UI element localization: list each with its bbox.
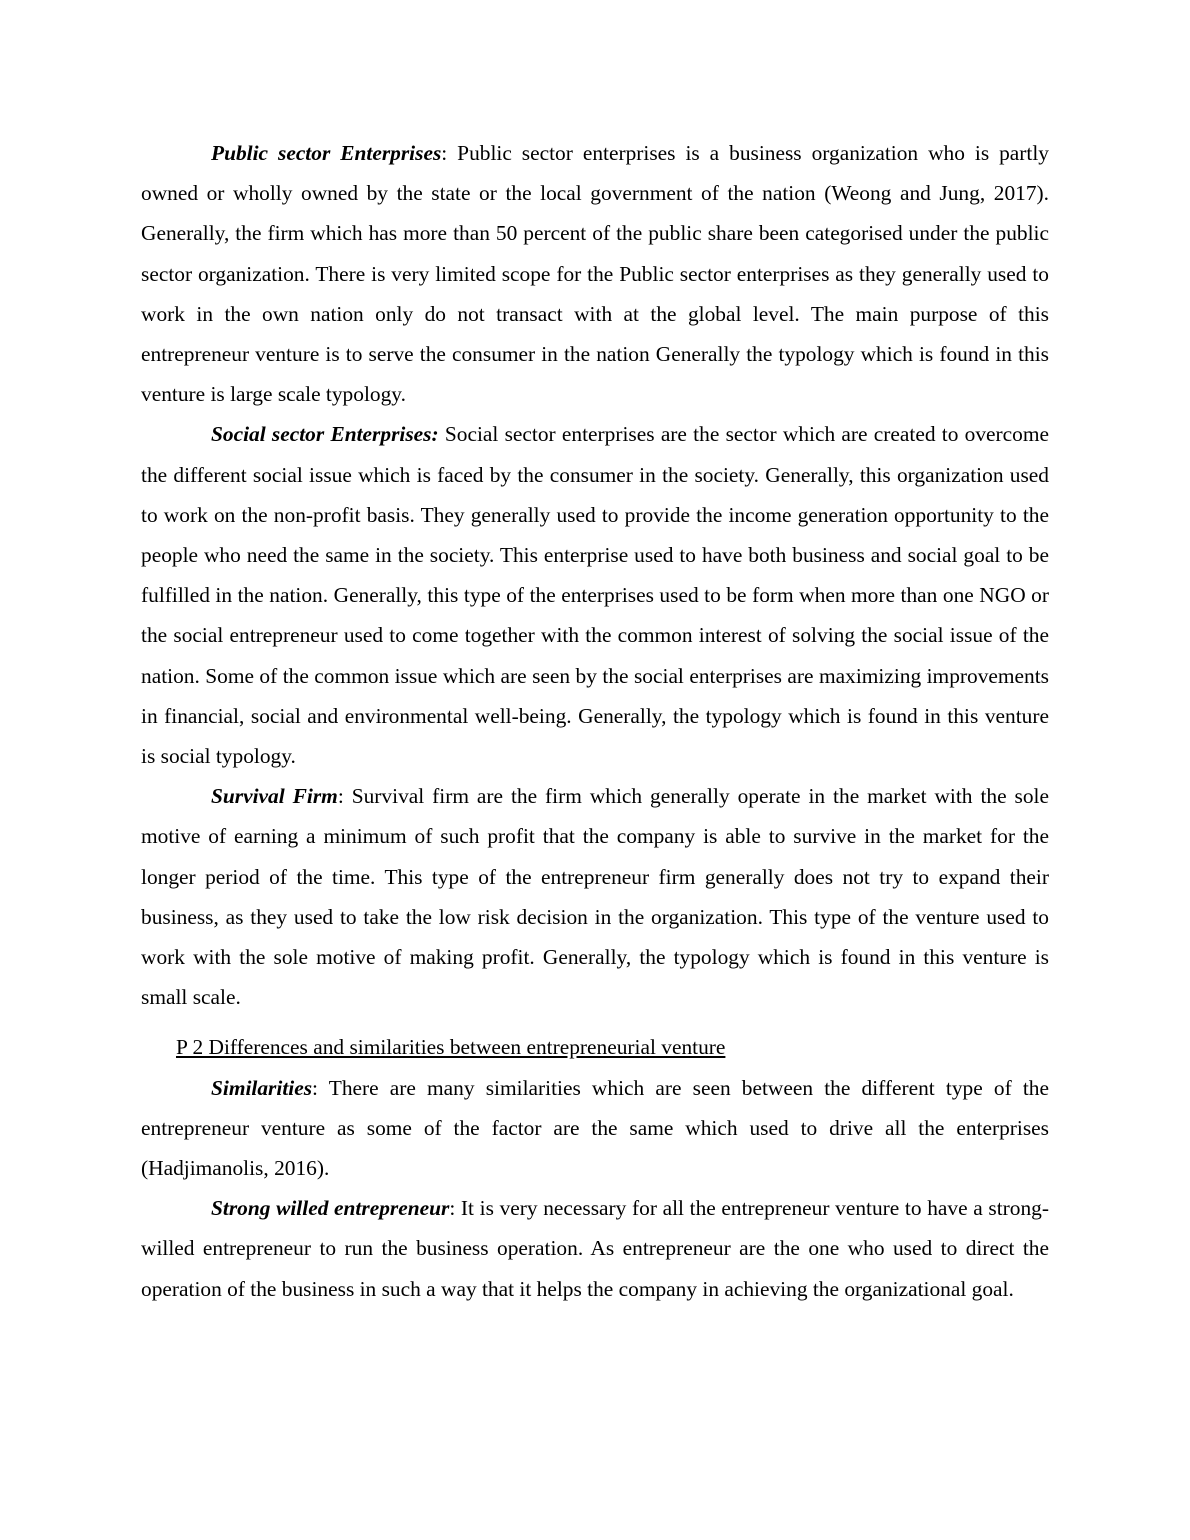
paragraph-public-sector [141, 133, 1049, 414]
paragraph-text: There are many similarities which are seen between the different type of the entrepreneur venture as some of the factor are the same which used to drive all the enterprises (Hadjimanolis, 2016). [141, 1075, 1049, 1181]
term-separator: : [337, 784, 344, 809]
document-page [141, 133, 1049, 1309]
term-public-sector: Public sector Enterprises [211, 141, 442, 165]
paragraph-survival-firm [141, 776, 1049, 1017]
paragraph-similarities [141, 1068, 1049, 1189]
term-strong-willed: Strong willed entrepreneur [211, 1196, 450, 1221]
paragraph-social-sector [141, 414, 1049, 776]
paragraph-text: It is very necessary for all the entrepreneur venture to have a strong-willed entrepreneur to run the business operation. As entrepreneur are the one who used to direct the operation of the business in such a way that it helps the company in achieving the organizational goal. [141, 1196, 1049, 1301]
paragraph-text: Social sector enterprises are the sector which are created to overcome the different social issue which is faced by the consumer in the society. Generally, this organization used to work on the non-profit basis. They generally used to provide the income generation opportunity to the people who need the same in the society. This enterprise used to have both business and social goal to be fulfilled in the nation. Generally, this type of the enterprises used to be form when more than one NGO or the social entrepreneur used to come together with the common interest of solving the social issue of the nation. Some of the common issue which are seen by the social enterprises are maximizing improvements in financial, social and environmental well-being. Generally, the typology which is found in this venture is social typology. [141, 422, 1049, 769]
term-separator: : [441, 141, 448, 165]
term-separator: : [312, 1075, 318, 1100]
term-similarities: Similarities [211, 1075, 313, 1100]
paragraph-strong-willed [141, 1188, 1049, 1309]
paragraph-text: Survival firm are the firm which generally operate in the market with the sole motive of earning a minimum of such profit that the company is able to survive in the market for the longer period of the time. This type of the entrepreneur firm generally does not try to expand their business, as they used to take the low risk decision in the organization. This type of the venture used to work with the sole motive of making profit. Generally, the typology which is found in this venture is small scale. [141, 784, 1049, 1010]
term-social-sector: Social sector Enterprises: [211, 422, 439, 447]
paragraph-text: Public sector enterprises is a business organization who is partly owned or wholly owned by the state or the local government of the nation (Weong and Jung, 2017). Generally, the firm which has more than 50 percent of the public share been categorised under the public sector organization. There is very limited scope for the Public sector enterprises as they generally used to work in the own nation only do not transact with at the global level. The main purpose of this entrepreneur venture is to serve the consumer in the nation Generally the typology which is found in this venture is large scale typology. [141, 141, 1049, 407]
term-separator: : [449, 1196, 456, 1221]
term-survival-firm: Survival Firm [211, 784, 338, 809]
section-heading: P 2 Differences and similarities between entrepreneurial venture [176, 1035, 726, 1060]
